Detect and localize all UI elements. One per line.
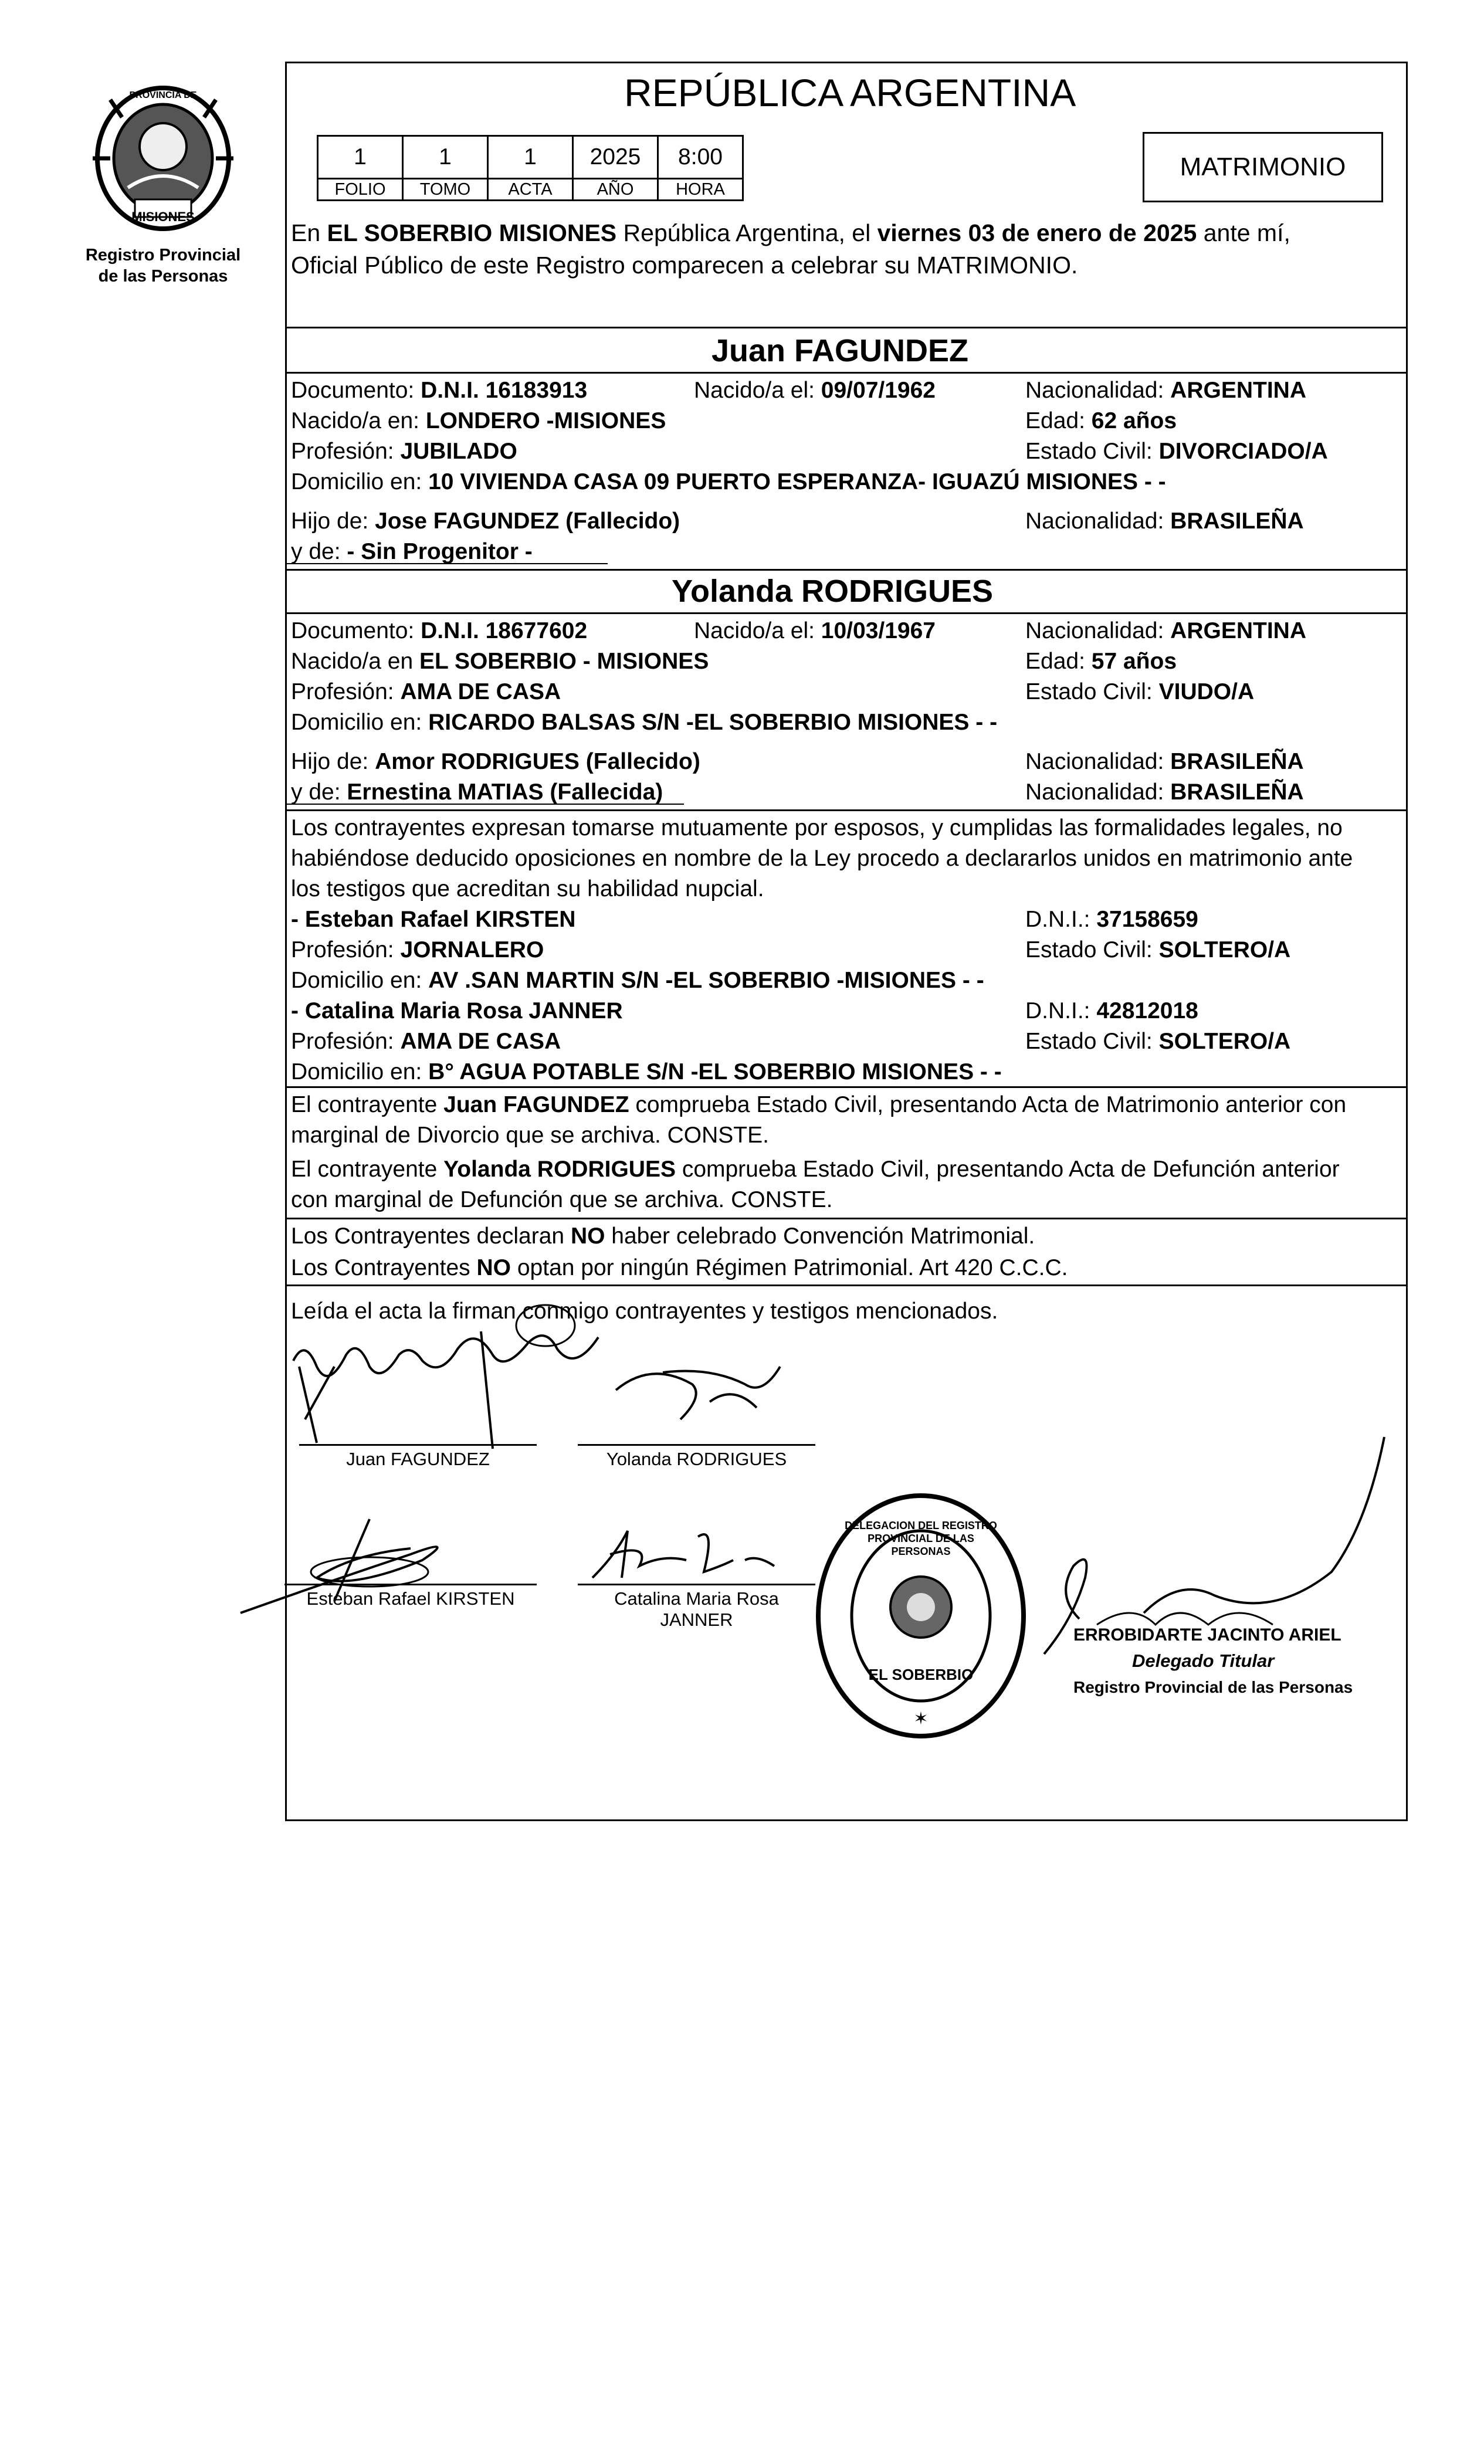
emphasis: NO: [476, 1255, 511, 1280]
groom-signature-icon: [282, 1302, 645, 1455]
bride-name: Yolanda RODRIGUES: [672, 574, 994, 609]
groom-domicile: [291, 468, 1166, 496]
note-bride-line-1: [291, 1155, 1340, 1184]
value: JORNALERO: [400, 937, 544, 962]
value: Ernestina MATIAS (Fallecida): [347, 779, 663, 805]
text: comprueba Estado Civil, presentando Acta de Matrimonio anterior con: [629, 1092, 1347, 1117]
value: BRASILEÑA: [1170, 779, 1304, 805]
witness-1-domicile: [291, 967, 984, 995]
witness-2-profession: [291, 1028, 561, 1056]
bride-document: [291, 617, 587, 645]
value: SOLTERO/A: [1158, 937, 1291, 962]
label: Domicilio en:: [291, 1059, 429, 1084]
witness-2-dni: [1025, 997, 1198, 1025]
bride-signature-label: Yolanda RODRIGUES: [606, 1449, 787, 1469]
intro-text-b: República Argentina, el: [616, 219, 877, 246]
bride-domicile: [291, 709, 997, 737]
label: Estado Civil:: [1025, 937, 1159, 962]
divider: [285, 327, 1408, 328]
official-office: Registro Provincial de las Personas: [1073, 1678, 1353, 1696]
acta-value: 1: [488, 136, 573, 179]
bride-birth-place: [291, 648, 709, 676]
value: - Sin Progenitor -: [347, 539, 533, 564]
regime-line-2: [291, 1254, 1068, 1282]
value: B° AGUA POTABLE S/N -EL SOBERBIO MISIONES - -: [428, 1059, 1002, 1084]
value: D.N.I. 18677602: [421, 618, 588, 643]
divider: [285, 1086, 1408, 1088]
groom-profession: [291, 438, 517, 466]
label: y de:: [291, 539, 347, 564]
folio-value: 1: [318, 136, 403, 179]
label: Nacionalidad:: [1025, 509, 1171, 534]
label: y de:: [291, 779, 347, 805]
value: DIVORCIADO/A: [1158, 439, 1328, 464]
official-stamp: [809, 1490, 1032, 1742]
groom-signature-label: Juan FAGUNDEZ: [346, 1449, 490, 1469]
label: Edad:: [1025, 408, 1092, 433]
label: Nacionalidad:: [1025, 378, 1171, 403]
label: Domicilio en:: [291, 968, 429, 993]
underline: [285, 563, 608, 564]
name: Juan FAGUNDEZ: [443, 1092, 629, 1117]
intro-place: EL SOBERBIO MISIONES: [327, 219, 617, 246]
label: Nacido/a el:: [694, 618, 821, 643]
label: Nacionalidad:: [1025, 779, 1171, 805]
value: ARGENTINA: [1170, 618, 1307, 643]
emblem-bottom-text: MISIONES: [131, 209, 195, 224]
bride-signature-icon: [604, 1349, 798, 1437]
bride-mother: [291, 778, 663, 806]
record-type-box: [1143, 132, 1383, 202]
page-title: REPÚBLICA ARGENTINA: [624, 71, 1076, 114]
closing-text: Leída el acta la firman conmigo contrayentes y testigos mencionados.: [291, 1299, 998, 1324]
groom-nationality: [1025, 377, 1306, 405]
label: Estado Civil:: [1025, 1029, 1159, 1054]
label: Domicilio en:: [291, 469, 429, 494]
value: ARGENTINA: [1170, 378, 1307, 403]
value: AMA DE CASA: [400, 679, 561, 704]
witness-2-signature-label-1: Catalina Maria Rosa: [614, 1588, 779, 1609]
divider: [285, 569, 1408, 571]
hour-value: 8:00: [658, 136, 743, 179]
groom-birth-date: [694, 377, 936, 405]
underline: [285, 804, 684, 805]
value: Amor RODRIGUES (Fallecido): [375, 749, 700, 774]
text: comprueba Estado Civil, presentando Acta de Defunción anterior: [675, 1157, 1340, 1182]
groom-father-nationality: [1025, 507, 1304, 535]
year-value: 2025: [573, 136, 658, 179]
label: Profesión:: [291, 439, 401, 464]
label: Profesión:: [291, 679, 401, 704]
label: Documento:: [291, 618, 421, 643]
intro-text-a: En: [291, 219, 327, 246]
value: LONDERO -MISIONES: [425, 408, 666, 433]
note-groom-line-1: [291, 1091, 1346, 1119]
value: RICARDO BALSAS S/N -EL SOBERBIO MISIONES - -: [428, 710, 998, 735]
label: Nacido/a en: [291, 649, 419, 674]
label: Estado Civil:: [1025, 679, 1159, 704]
value: EL SOBERBIO - MISIONES: [419, 649, 709, 674]
groom-document: [291, 377, 587, 405]
official-role: Delegado Titular: [1132, 1650, 1275, 1671]
text: Los Contrayentes: [291, 1255, 477, 1280]
regime-line-1: [291, 1222, 1035, 1250]
groom-signature-line: [299, 1444, 537, 1446]
intro-line-1: [291, 219, 1290, 247]
stamp-bottom-text: EL SOBERBIO: [868, 1666, 974, 1683]
groom-civil-status: [1025, 438, 1328, 466]
groom-mother: [291, 538, 533, 566]
divider: [285, 1284, 1408, 1286]
groom-birth-place: [291, 407, 666, 435]
label: Profesión:: [291, 1029, 401, 1054]
divider: [285, 809, 1408, 811]
label: Hijo de:: [291, 509, 375, 534]
intro-text-c: ante mí,: [1197, 219, 1290, 246]
bride-father: [291, 748, 700, 776]
value: D.N.I. 16183913: [421, 378, 588, 403]
groom-name: Juan FAGUNDEZ: [711, 333, 969, 368]
value: BRASILEÑA: [1170, 749, 1304, 774]
bride-signature-line: [578, 1444, 815, 1446]
value: BRASILEÑA: [1170, 509, 1304, 534]
groom-age: [1025, 407, 1177, 435]
text: El contrayente: [291, 1092, 444, 1117]
name: Yolanda RODRIGUES: [443, 1157, 676, 1182]
emblem-top-text: PROVINCIA DE: [129, 90, 197, 100]
value: Jose FAGUNDEZ (Fallecido): [375, 509, 680, 534]
tomo-value: 1: [403, 136, 488, 179]
record-type: MATRIMONIO: [1180, 152, 1346, 181]
witness-1-civil-status: [1025, 936, 1290, 964]
witness-2-signature-icon: [581, 1519, 792, 1589]
stamp-ring-text: DELEGACION DEL REGISTRO PROVINCIAL DE LAS PERSONAS: [845, 1520, 997, 1557]
declaration-line-3: los testigos que acreditan su habilidad nupcial.: [291, 876, 764, 901]
value: 10/03/1967: [821, 618, 936, 643]
label: Profesión:: [291, 937, 401, 962]
value: 37158659: [1096, 907, 1198, 932]
hour-label: HORA: [658, 179, 743, 201]
witness-2-domicile: [291, 1058, 1002, 1086]
bride-nationality: [1025, 617, 1306, 645]
label: D.N.I.:: [1025, 907, 1097, 932]
tomo-label: TOMO: [403, 179, 488, 201]
bride-civil-status: [1025, 678, 1254, 706]
text: haber celebrado Convención Matrimonial.: [605, 1223, 1035, 1249]
divider: [285, 612, 1408, 614]
value: 62 años: [1091, 408, 1177, 433]
folio-label: FOLIO: [318, 179, 403, 201]
witness-2-signature-label-2: JANNER: [660, 1609, 733, 1630]
text: El contrayente: [291, 1157, 444, 1182]
label: Domicilio en:: [291, 710, 429, 735]
label: Nacionalidad:: [1025, 618, 1171, 643]
bride-age: [1025, 648, 1177, 676]
value: VIUDO/A: [1158, 679, 1255, 704]
witness-2-name: - Catalina Maria Rosa JANNER: [291, 998, 623, 1023]
bride-profession: [291, 678, 561, 706]
year-label: AÑO: [573, 179, 658, 201]
label: Nacionalidad:: [1025, 749, 1171, 774]
witness-2-signature-line: [578, 1584, 815, 1585]
value: 09/07/1962: [821, 378, 936, 403]
label: Hijo de:: [291, 749, 375, 774]
svg-text:✶: ✶: [913, 1709, 929, 1729]
emphasis: NO: [570, 1223, 605, 1249]
registry-name-line2: de las Personas: [98, 267, 228, 286]
value: 57 años: [1091, 649, 1177, 674]
witness-1-profession: [291, 936, 544, 964]
groom-father: [291, 507, 680, 535]
acta-label: ACTA: [488, 179, 573, 201]
witness-2-civil-status: [1025, 1028, 1290, 1056]
official-name: ERROBIDARTE JACINTO ARIEL: [1073, 1625, 1341, 1645]
divider: [285, 1218, 1408, 1219]
declaration-line-1: Los contrayentes expresan tomarse mutuamente por esposos, y cumplidas las formalidades legales, no: [291, 815, 1343, 840]
value: SOLTERO/A: [1158, 1029, 1291, 1054]
intro-date: viernes 03 de enero de 2025: [877, 219, 1197, 246]
witness-1-signature-line: [284, 1584, 537, 1585]
witness-1-dni: [1025, 906, 1198, 934]
bride-birth-date: [694, 617, 936, 645]
value: AMA DE CASA: [400, 1029, 561, 1054]
witness-1-name: - Esteban Rafael KIRSTEN: [291, 907, 576, 932]
registry-name-line1: Registro Provincial: [85, 246, 241, 265]
value: 42812018: [1096, 998, 1198, 1023]
label: Nacido/a en:: [291, 408, 426, 433]
witness-1-signature-label: Esteban Rafael KIRSTEN: [306, 1588, 515, 1609]
value: 10 VIVIENDA CASA 09 PUERTO ESPERANZA- IGUAZÚ MISIONES - -: [428, 469, 1166, 494]
value: JUBILADO: [400, 439, 517, 464]
label: Edad:: [1025, 649, 1092, 674]
value: AV .SAN MARTIN S/N -EL SOBERBIO -MISIONES - -: [428, 968, 984, 993]
text: Los Contrayentes declaran: [291, 1223, 571, 1249]
divider: [285, 372, 1408, 374]
province-emblem: [87, 82, 239, 235]
note-bride-line-2: con marginal de Defunción que se archiva. CONSTE.: [291, 1187, 833, 1212]
label: Estado Civil:: [1025, 439, 1159, 464]
label: Nacido/a el:: [694, 378, 821, 403]
bride-mother-nationality: [1025, 778, 1304, 806]
bride-father-nationality: [1025, 748, 1304, 776]
label: D.N.I.:: [1025, 998, 1097, 1023]
record-meta-table: [317, 135, 744, 201]
label: Documento:: [291, 378, 421, 403]
intro-line-2: Oficial Público de este Registro comparecen a celebrar su MATRIMONIO.: [291, 252, 1078, 279]
declaration-line-2: habiéndose deducido oposiciones en nombre de la Ley procedo a declararlos unidos en matrimonio ante: [291, 846, 1353, 871]
text: optan por ningún Régimen Patrimonial. Art 420 C.C.C.: [511, 1255, 1068, 1280]
note-groom-line-2: marginal de Divorcio que se archiva. CONSTE.: [291, 1123, 769, 1148]
